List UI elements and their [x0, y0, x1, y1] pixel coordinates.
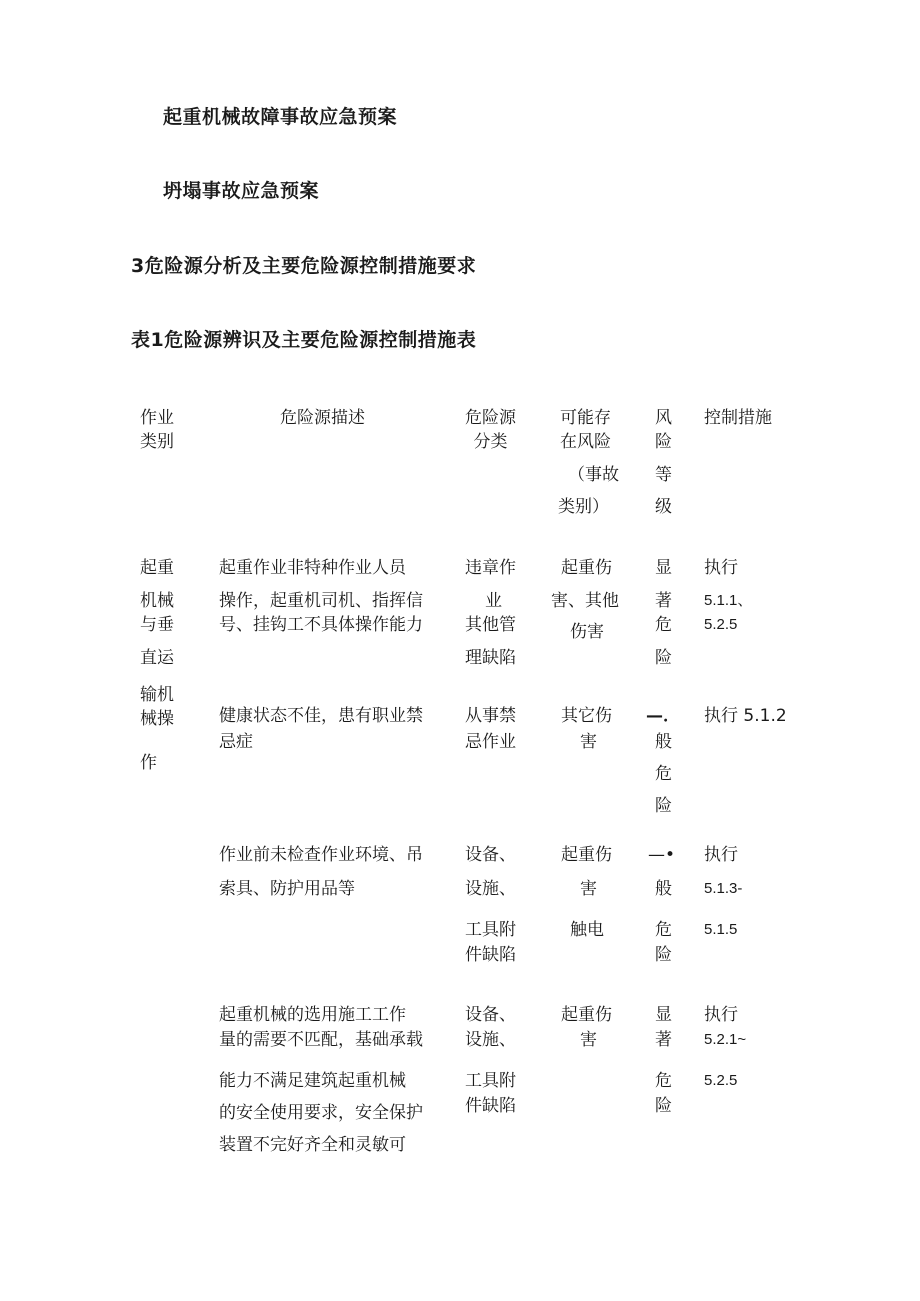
- header-hazard-class: 危险源 分类: [465, 408, 516, 452]
- table-title: 表1危险源辨识及主要危险源控制措施表: [131, 329, 477, 351]
- header-category: 作业 类别: [140, 408, 174, 452]
- section-heading: 3危险源分析及主要危险源控制措施要求: [131, 255, 477, 277]
- header-control: 控制措施: [704, 408, 772, 428]
- header-description: 危险源描述: [280, 408, 365, 428]
- emergency-plan-item-collapse: 坍塌事故应急预案: [163, 180, 320, 202]
- emergency-plan-item-crane: 起重机械故障事故应急预案: [163, 106, 398, 128]
